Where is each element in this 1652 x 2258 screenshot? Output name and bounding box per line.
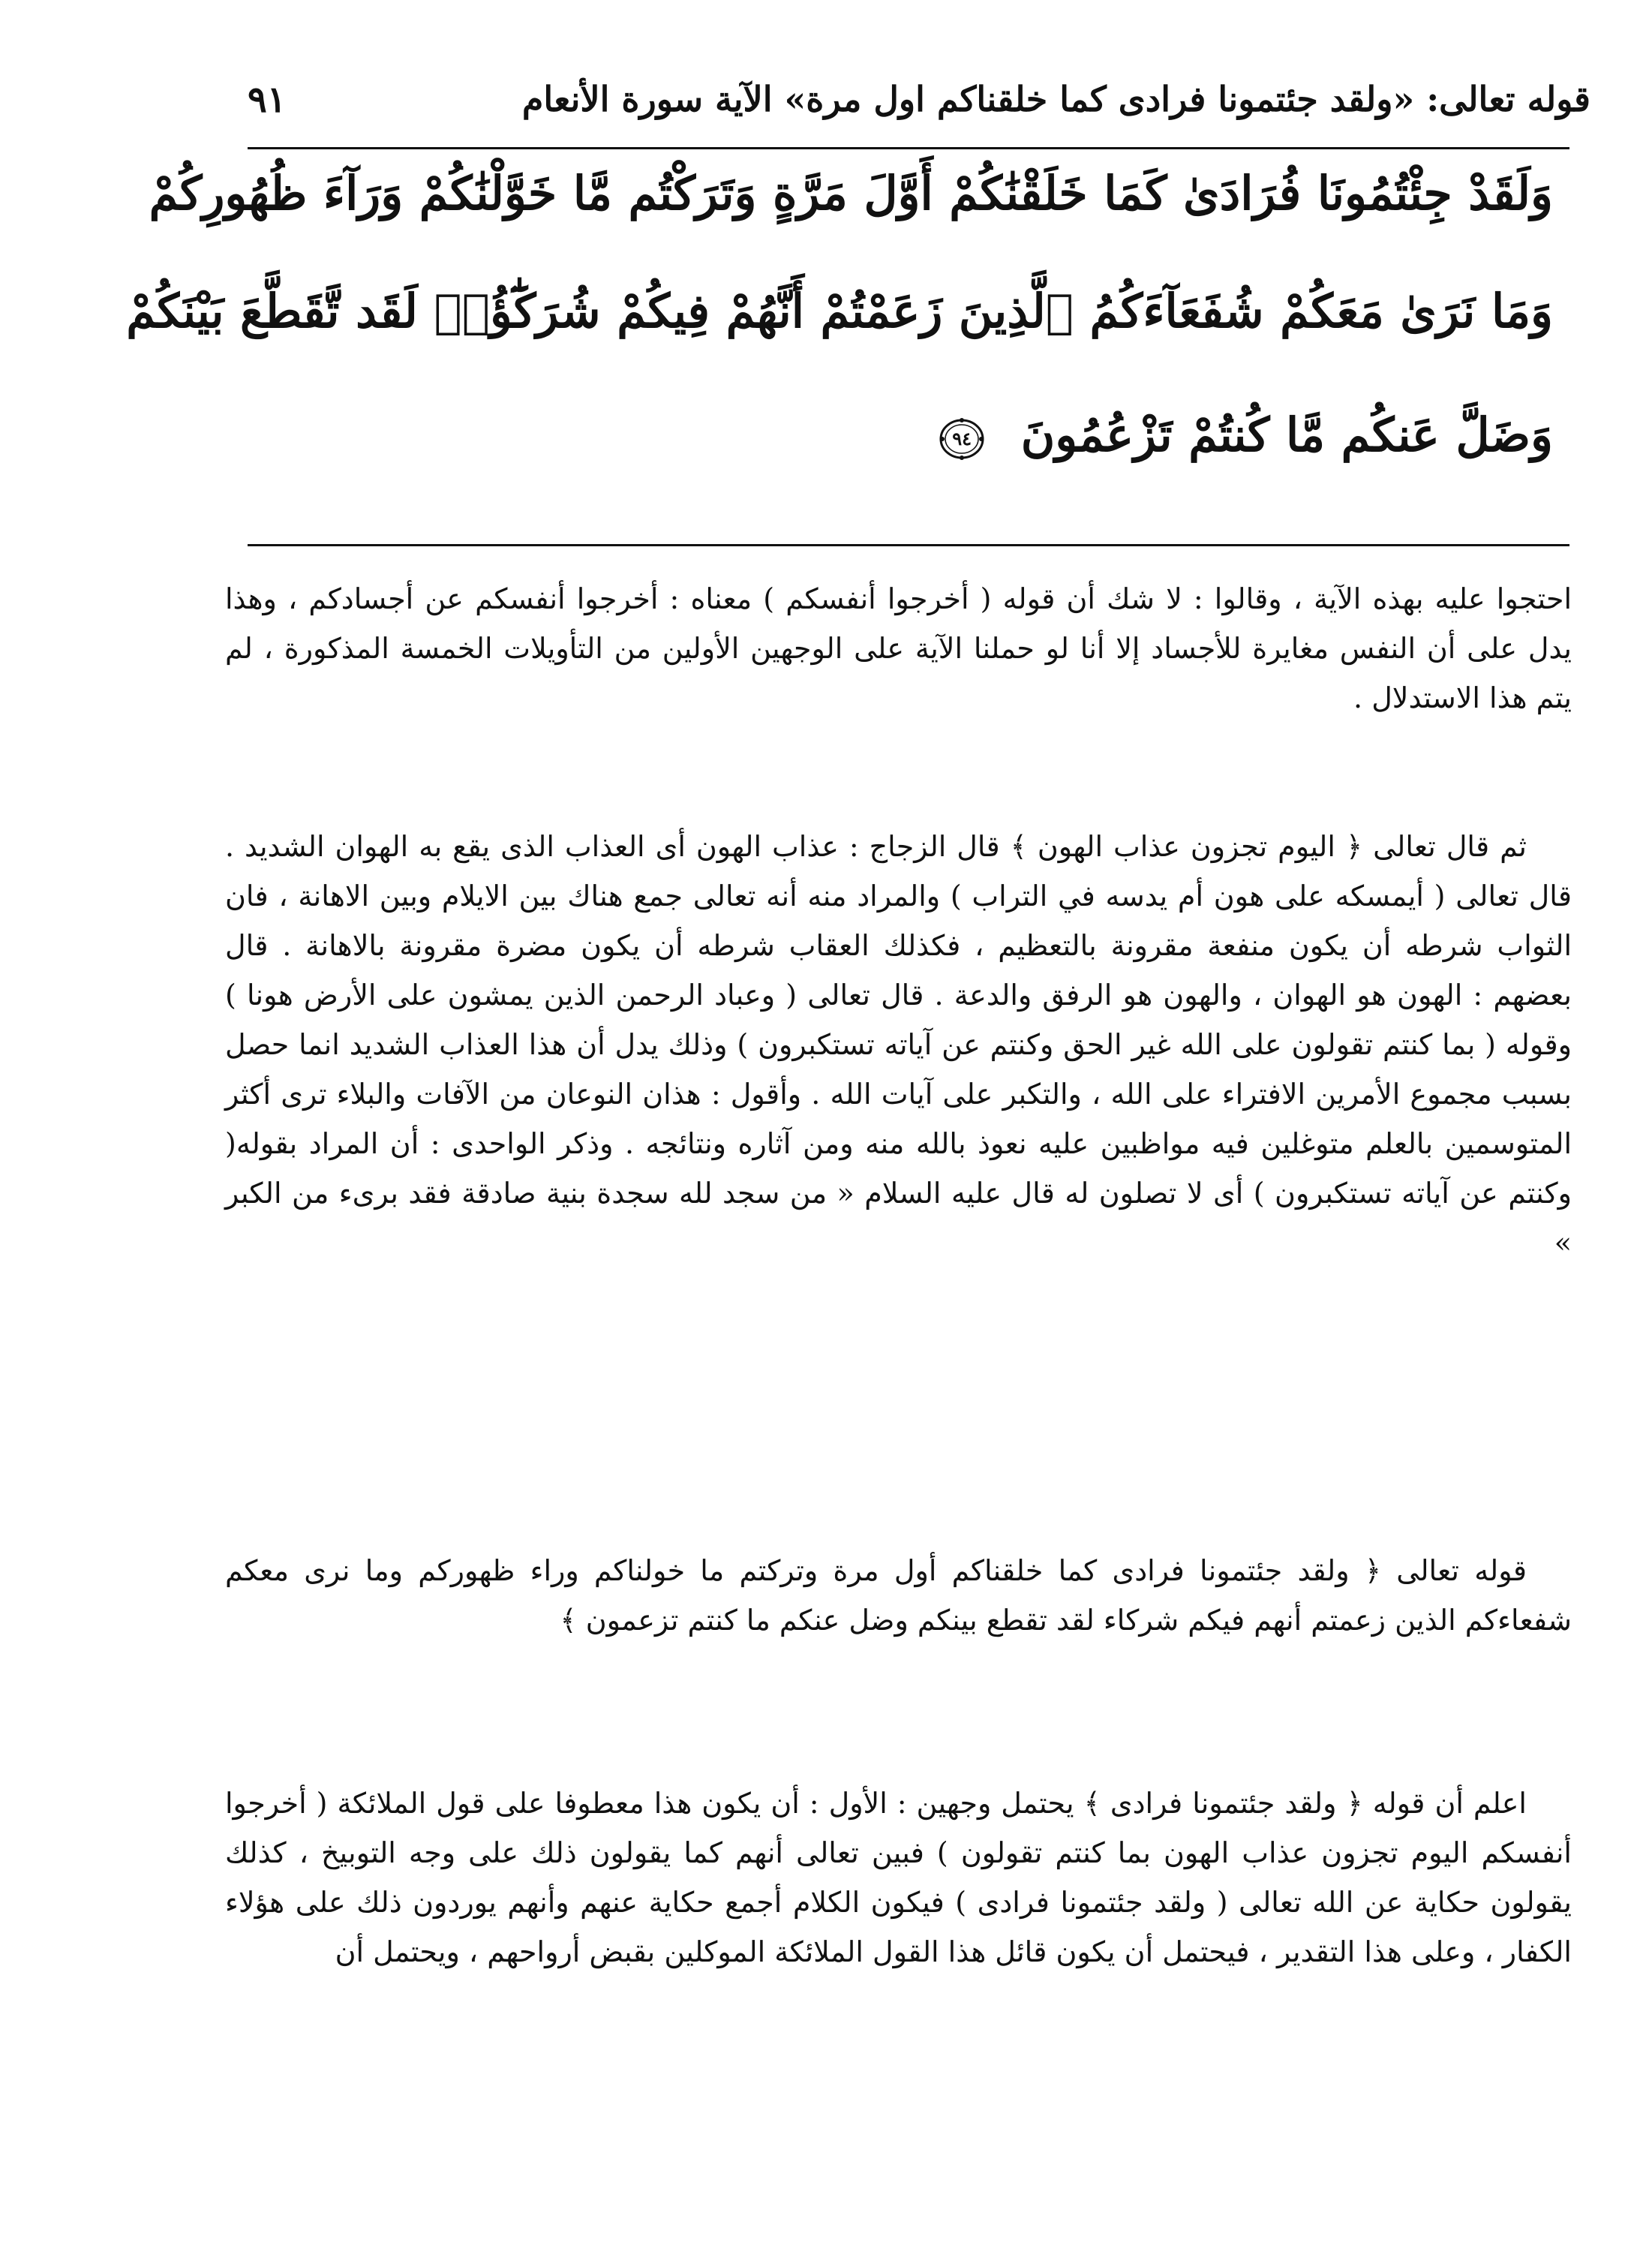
ayah-end-marker-icon	[939, 417, 985, 461]
commentary-paragraph-2: ثم قال تعالى ﴿ اليوم تجزون عذاب الهون ﴾ قال الزجاج : عذاب الهون أى العذاب الذى يقع به الهوان الشديد . قال تعالى ( أيمسكه على هون أم يدسه في التراب ) والمراد منه أنه تعالى جمع هناك بين الايلام وبين الاهانة ، فان الثواب شرطه أن يكون منفعة مقرونة بالتعظيم ، فكذلك العقاب شرطه أن يكون مضرة مقرونة بالاهانة . قال بعضهم : الهون هو الهوان ، والهون هو الرفق والدعة . قال تعالى ( وعباد الرحمن الذين يمشون على الأرض هونا ) وقوله ( بما كنتم تقولون على الله غير الحق وكنتم عن آياته تستكبرون ) وذلك يدل أن هذا العذاب الشديد انما حصل بسبب مجموع الأمرين الافتراء على الله ، والتكبر على آيات الله . وأقول : هذان النوعان من الآفات والبلاء ترى أكثر المتوسمين بالعلم متوغلين فيه مواظبين عليه نعوذ بالله منه ومن آثاره ونتائجه . وذكر الواحدى : أن المراد بقوله( وكنتم عن آياته تستكبرون ) أى لا تصلون له قال عليه السلام « من سجد لله سجدة بنية صادقة فقد برىء من الكبر »	[225, 830, 1572, 1259]
quran-line-3-text: وَضَلَّ عَنكُم مَّا كُنتُمْ تَزْعُمُونَ	[1020, 407, 1553, 462]
ayah-number: ٩٤	[952, 428, 972, 449]
section-rule	[248, 544, 1569, 546]
running-title: قوله تعالى: «ولقد جئتمونا فرادى كما خلقناكم اول مرة» الآية سورة الأنعام	[521, 79, 1590, 119]
commentary-paragraph-1: احتجوا عليه بهذه الآية ، وقالوا : لا شك أن قوله ( أخرجوا أنفسكم ) معناه : أخرجوا أنفسكم عن أجسادكم ، وهذا يدل على أن النفس مغايرة للأجساد إلا أنا لو حملنا الآية على الوجهين الأولين من التأويلات الخمسة المذكورة ، لم يتم هذا الاستدلال .	[225, 582, 1572, 714]
running-header	[248, 71, 1590, 131]
quran-line-2: وَمَا نَرَىٰ مَعَكُمْ شُفَعَآءَكُمُ ٱلَّذِينَ زَعَمْتُمْ أَنَّهُمْ فِيكُمْ شُرَكَٰٓؤُا۟ لَقَد تَّقَطَّعَ بَيْنَكُمْ	[126, 284, 1553, 338]
quran-line-1: وَلَقَدْ جِئْتُمُونَا فُرَادَىٰ كَمَا خَلَقْنَٰكُمْ أَوَّلَ مَرَّةٍ وَتَرَكْتُم مَّا خَوَّلْنَٰكُمْ وَرَآءَ ظُهُورِكُمْ	[149, 166, 1553, 221]
verse-heading-paragraph: قوله تعالى ﴿ ولقد جئتمونا فرادى كما خلقناكم أول مرة وتركتم ما خولناكم وراء ظهوركم وما نرى معكم شفعاءكم الذين زعمتم أنهم فيكم شركاء لقد تقطع بينكم وضل عنكم ما كنتم تزعمون ﴾	[225, 1554, 1572, 1637]
quran-verse-block	[126, 158, 1553, 533]
commentary-paragraph-3: اعلم أن قوله ﴿ ولقد جئتمونا فرادى ﴾ يحتمل وجهين : الأول : أن يكون هذا معطوفا على قول الملائكة ( أخرجوا أنفسكم اليوم تجزون عذاب الهون بما كنتم تقولون ) فبين تعالى أنهم كما يقولون ذلك على وجه التوبيخ ، كذلك يقولون حكاية عن الله تعالى ( ولقد جئتمونا فرادى ) فيكون الكلام أجمع حكاية عنهم وأنهم يوردون ذلك على هؤلاء الكفار ، وعلى هذا التقدير ، فيحتمل أن يكون قائل هذا القول الملائكة الموكلين بقبض أرواحهم ، ويحتمل أن	[225, 1787, 1572, 1968]
page-number: ٩١	[248, 79, 287, 121]
header-rule	[248, 147, 1569, 149]
quran-line-3	[939, 405, 1553, 466]
